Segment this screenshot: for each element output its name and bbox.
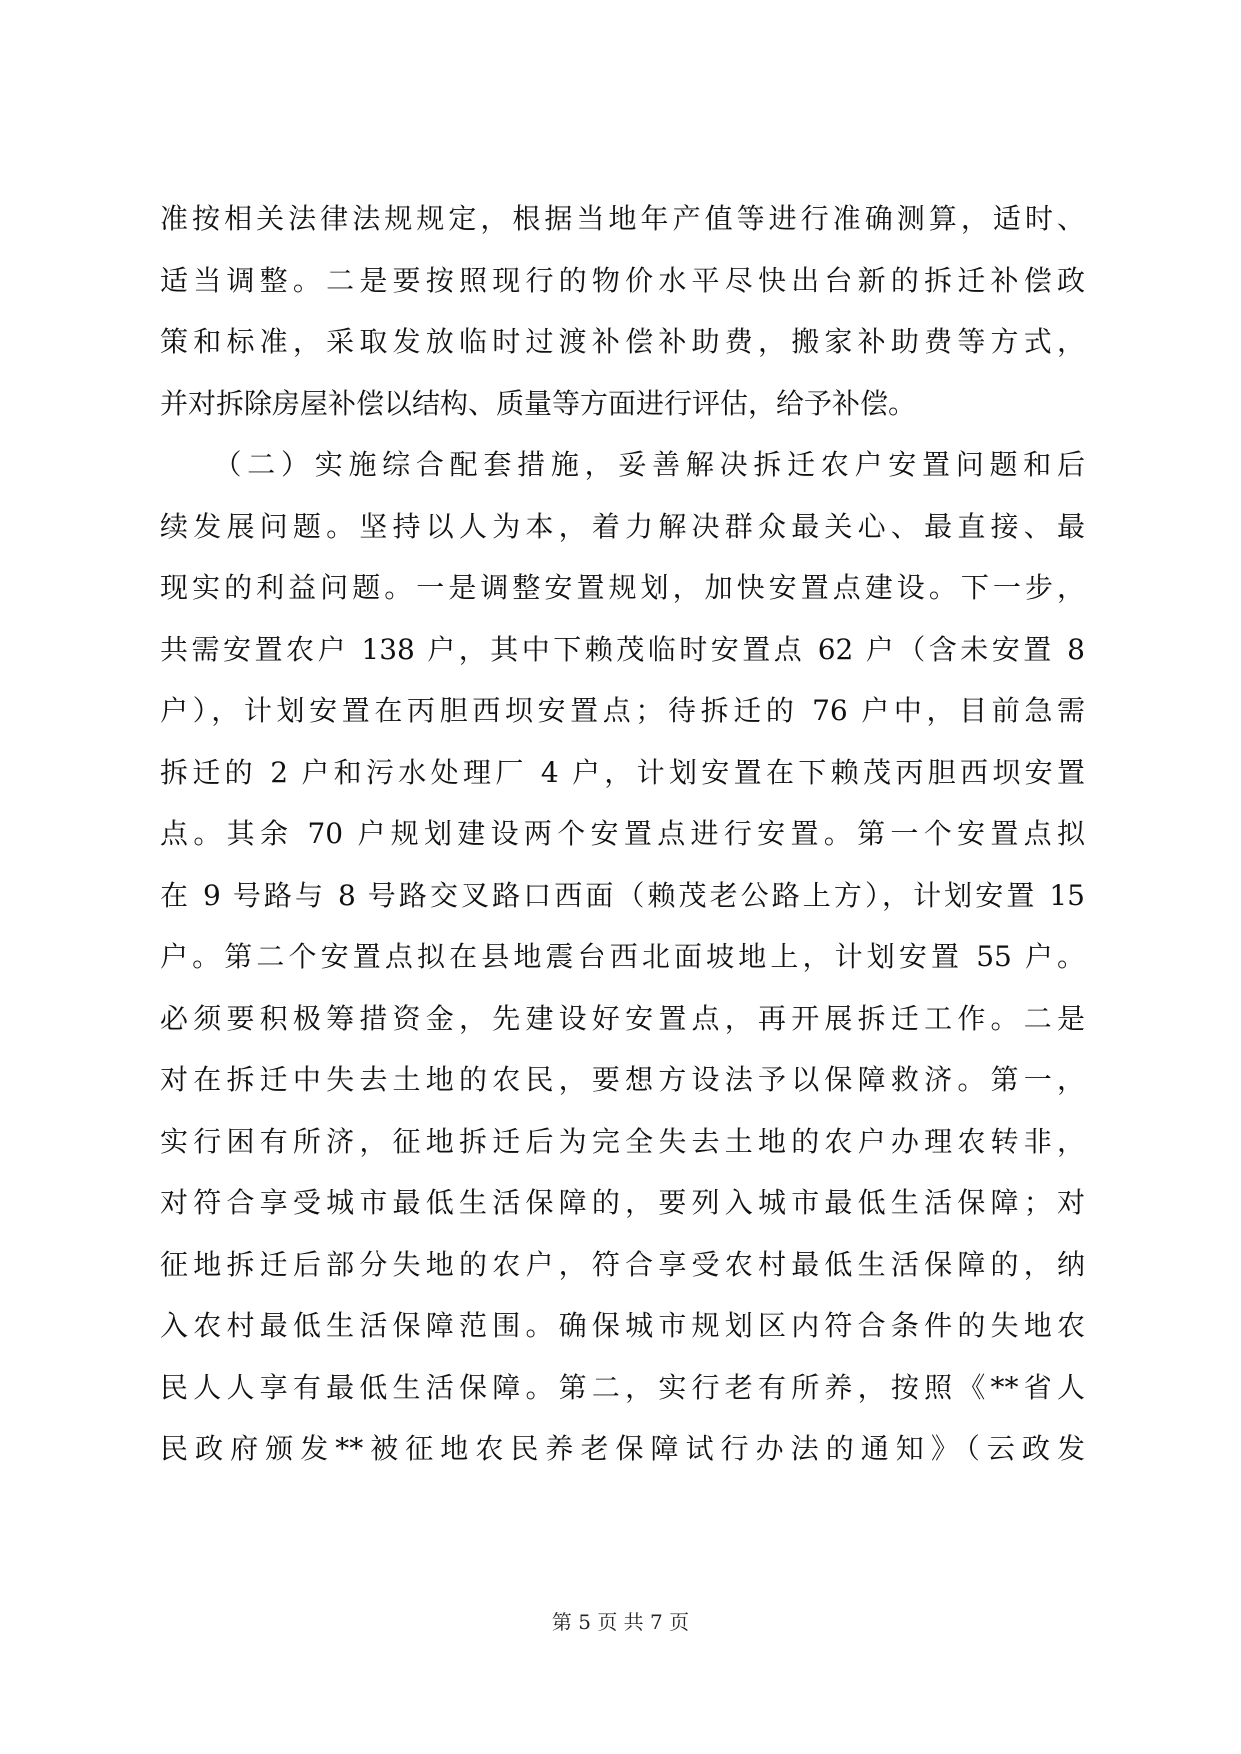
text-line-13: 户。第二个安置点拟在县地震台西北面坡地上，计划安置 55 户。 — [160, 940, 1085, 973]
text-line-10: 拆迁的 2 户和污水处理厂 4 户，计划安置在下赖茂丙胆西坝安置 — [160, 755, 1085, 789]
text-line-8: 共需安置农户 138 户，其中下赖茂临时安置点 62 户（含未安置 8 — [160, 632, 1085, 666]
text-line-7: 现实的利益问题。一是调整安置规划，加快安置点建设。下一步， — [160, 571, 1085, 604]
text-line-2: 适当调整。二是要按照现行的物价水平尽快出台新的拆迁补偿政 — [160, 263, 1085, 297]
text-line-3: 策和标准，采取发放临时过渡补偿补助费，搬家补助费等方式， — [160, 325, 1085, 358]
text-line-19: 入农村最低生活保障范围。确保城市规划区内符合条件的失地农 — [160, 1309, 1085, 1342]
text-line-17: 对符合享受城市最低生活保障的，要列入城市最低生活保障；对 — [160, 1186, 1085, 1219]
text-line-16: 实行困有所济，征地拆迁后为完全失去土地的农户办理农转非， — [160, 1124, 1085, 1158]
text-line-5: （二）实施综合配套措施，妥善解决拆迁农户安置问题和后 — [160, 448, 1085, 481]
text-line-6: 续发展问题。坚持以人为本，着力解决群众最关心、最直接、最 — [160, 509, 1085, 543]
text-line-4: 并对拆除房屋补偿以结构、质量等方面进行评估，给予补偿。 — [160, 386, 917, 420]
text-line-11: 点。其余 70 户规划建设两个安置点进行安置。第一个安置点拟 — [160, 817, 1085, 850]
text-line-9: 户），计划安置在丙胆西坝安置点；待拆迁的 76 户中，目前急需 — [160, 694, 1085, 727]
page-number-footer: 第 5 页 共 7 页 — [551, 1610, 690, 1634]
document-body — [160, 199, 1085, 1491]
text-line-14: 必须要积极筹措资金，先建设好安置点，再开展拆迁工作。二是 — [160, 1001, 1085, 1035]
text-line-12: 在 9 号路与 8 号路交叉路口西面（赖茂老公路上方），计划安置 15 — [160, 878, 1085, 912]
text-line-20: 民人人享有最低生活保障。第二，实行老有所养，按照《**省人 — [160, 1370, 1085, 1404]
text-line-18: 征地拆迁后部分失地的农户，符合享受农村最低生活保障的，纳 — [160, 1247, 1085, 1281]
text-line-1: 准按相关法律法规规定，根据当地年产值等进行准确测算，适时、 — [160, 202, 1085, 235]
text-line-21: 民政府颁发**被征地农民养老保障试行办法的通知》（云政发 — [160, 1432, 1085, 1465]
text-line-15: 对在拆迁中失去土地的农民，要想方设法予以保障救济。第一， — [160, 1063, 1085, 1096]
